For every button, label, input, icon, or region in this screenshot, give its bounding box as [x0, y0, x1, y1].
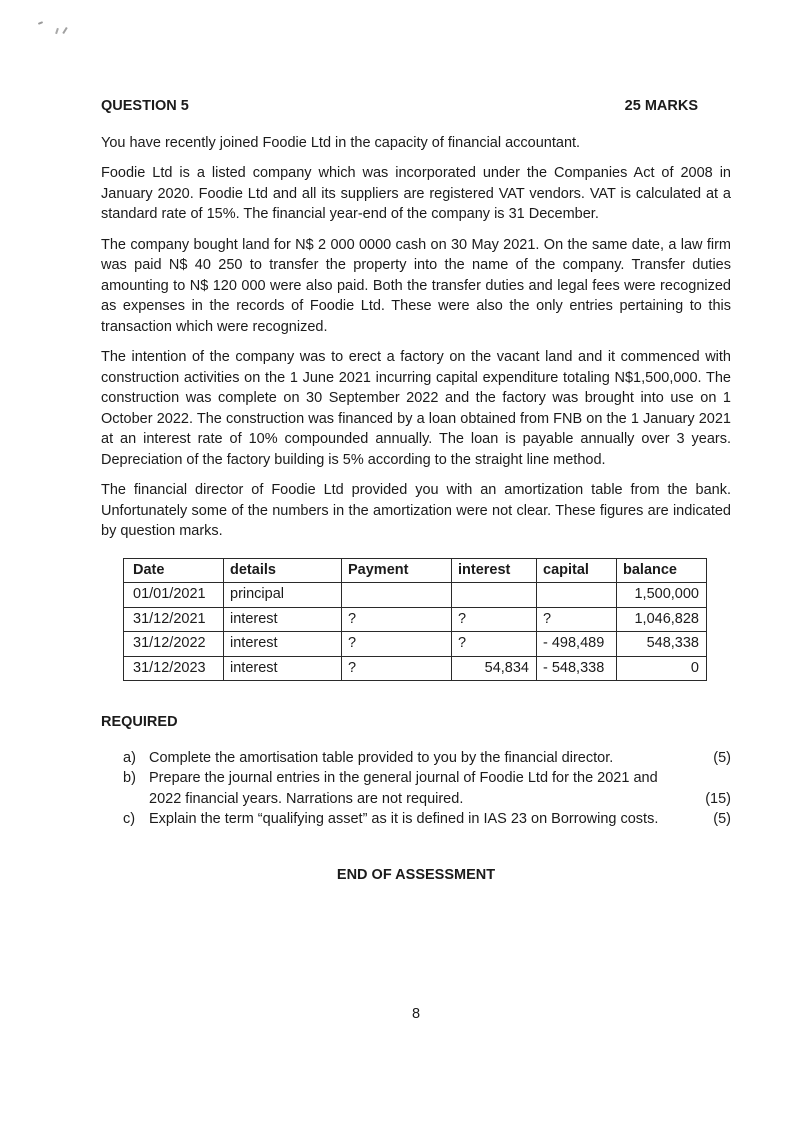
amortization-table — [123, 558, 707, 682]
marks-label: 25 MARKS — [624, 98, 698, 114]
cell-date: 01/01/2021 — [124, 583, 224, 608]
table-row — [124, 583, 707, 608]
question-header — [101, 96, 731, 117]
cell-capital: - 548,338 — [537, 656, 617, 681]
table-row — [124, 607, 707, 632]
cell-interest: ? — [452, 607, 537, 632]
pen-marks — [38, 20, 98, 40]
cell-date: 31/12/2021 — [124, 607, 224, 632]
item-letter: b) — [123, 770, 136, 786]
question-title: QUESTION 5 — [101, 98, 189, 114]
required-heading: REQUIRED — [101, 714, 178, 730]
cell-balance: 1,500,000 — [617, 583, 707, 608]
cell-date: 31/12/2023 — [124, 656, 224, 681]
pen-mark-tick — [62, 27, 67, 34]
col-header-payment: Payment — [342, 558, 452, 583]
cell-details: interest — [224, 632, 342, 657]
paragraph-construction: The intention of the company was to erect a factory on the vacant land and it commenced with construction activities on the 1 June 2021 incurring capital expenditure totaling N$1,500,000. The construction was complete on 30 September 2022 and the factory was brought into use on 1 October 2022. The construction was financed by a loan obtained from FNB on the 1 January 2021 at an interest rate of 10% compounded annually. The loan is payable annually over 3 years. Depreciation of the factory building is 5% according to the straight line method. — [101, 349, 731, 468]
required-list — [101, 748, 731, 830]
cell-balance: 0 — [617, 656, 707, 681]
cell-interest: ? — [452, 632, 537, 657]
col-header-balance: balance — [617, 558, 707, 583]
item-marks: (5) — [713, 811, 731, 827]
end-of-assessment: END OF ASSESSMENT — [336, 866, 496, 883]
cell-payment: ? — [342, 632, 452, 657]
paragraph-land-purchase: The company bought land for N$ 2 000 0000 cash on 30 May 2021. On the same date, a law firm was paid N$ 40 250 to transfer the property into the name of the company. Transfer duties amounting to N$ 120 000 were also paid. Both the transfer duties and legal fees were recognized as expenses in the records of Foodie Ltd. These were also the only entries pertaining to this transaction which were recognized. — [101, 236, 731, 335]
cell-date: 31/12/2022 — [124, 632, 224, 657]
col-header-capital: capital — [537, 558, 617, 583]
item-text: Complete the amortisation table provided to you by the financial director. — [149, 749, 614, 766]
pen-mark-tick — [55, 28, 59, 34]
cell-capital: ? — [537, 607, 617, 632]
col-header-date: Date — [124, 558, 224, 583]
item-marks: (5) — [713, 749, 731, 766]
cell-capital — [537, 583, 617, 608]
cell-payment: ? — [342, 656, 452, 681]
paragraph-company: Foodie Ltd is a listed company which was incorporated under the Companies Act of 2008 in January 2020. Foodie Ltd and all its suppliers are registered VAT vendors. VAT is calculated at a standard rate of 15%. The financial year-end of the company is 31 December. — [101, 165, 731, 222]
cell-balance: 548,338 — [617, 632, 707, 657]
required-item-b — [123, 768, 731, 809]
table-row — [124, 632, 707, 657]
cell-interest — [452, 583, 537, 608]
page-number: 8 — [411, 1006, 421, 1022]
item-letter: a) — [123, 749, 136, 766]
item-letter: c) — [123, 811, 136, 827]
pen-mark-dot — [38, 21, 43, 25]
required-item-c — [123, 809, 731, 830]
item-text: Prepare the journal entries in the general journal of Foodie Ltd for the 2021 and 2022 financial years. Narrations are not required. — [149, 770, 658, 807]
cell-details: interest — [224, 656, 342, 681]
cell-payment: ? — [342, 607, 452, 632]
table-row — [124, 656, 707, 681]
paragraph-amortization-note: The financial director of Foodie Ltd provided you with an amortization table from the bank. Unfortunately some of the numbers in the amortization were not clear. These figures are indicated by question marks. — [101, 482, 731, 539]
cell-details: interest — [224, 607, 342, 632]
table-header-row — [124, 558, 707, 583]
cell-capital: - 498,489 — [537, 632, 617, 657]
item-text: Explain the term “qualifying asset” as it is defined in IAS 23 on Borrowing costs. — [149, 811, 659, 827]
cell-balance: 1,046,828 — [617, 607, 707, 632]
cell-details: principal — [224, 583, 342, 608]
col-header-interest: interest — [452, 558, 537, 583]
cell-payment — [342, 583, 452, 608]
cell-interest: 54,834 — [452, 656, 537, 681]
item-marks: (15) — [705, 790, 731, 807]
required-item-a — [123, 748, 731, 769]
col-header-details: details — [224, 558, 342, 583]
paragraph-intro: You have recently joined Foodie Ltd in the capacity of financial accountant. — [101, 134, 581, 151]
